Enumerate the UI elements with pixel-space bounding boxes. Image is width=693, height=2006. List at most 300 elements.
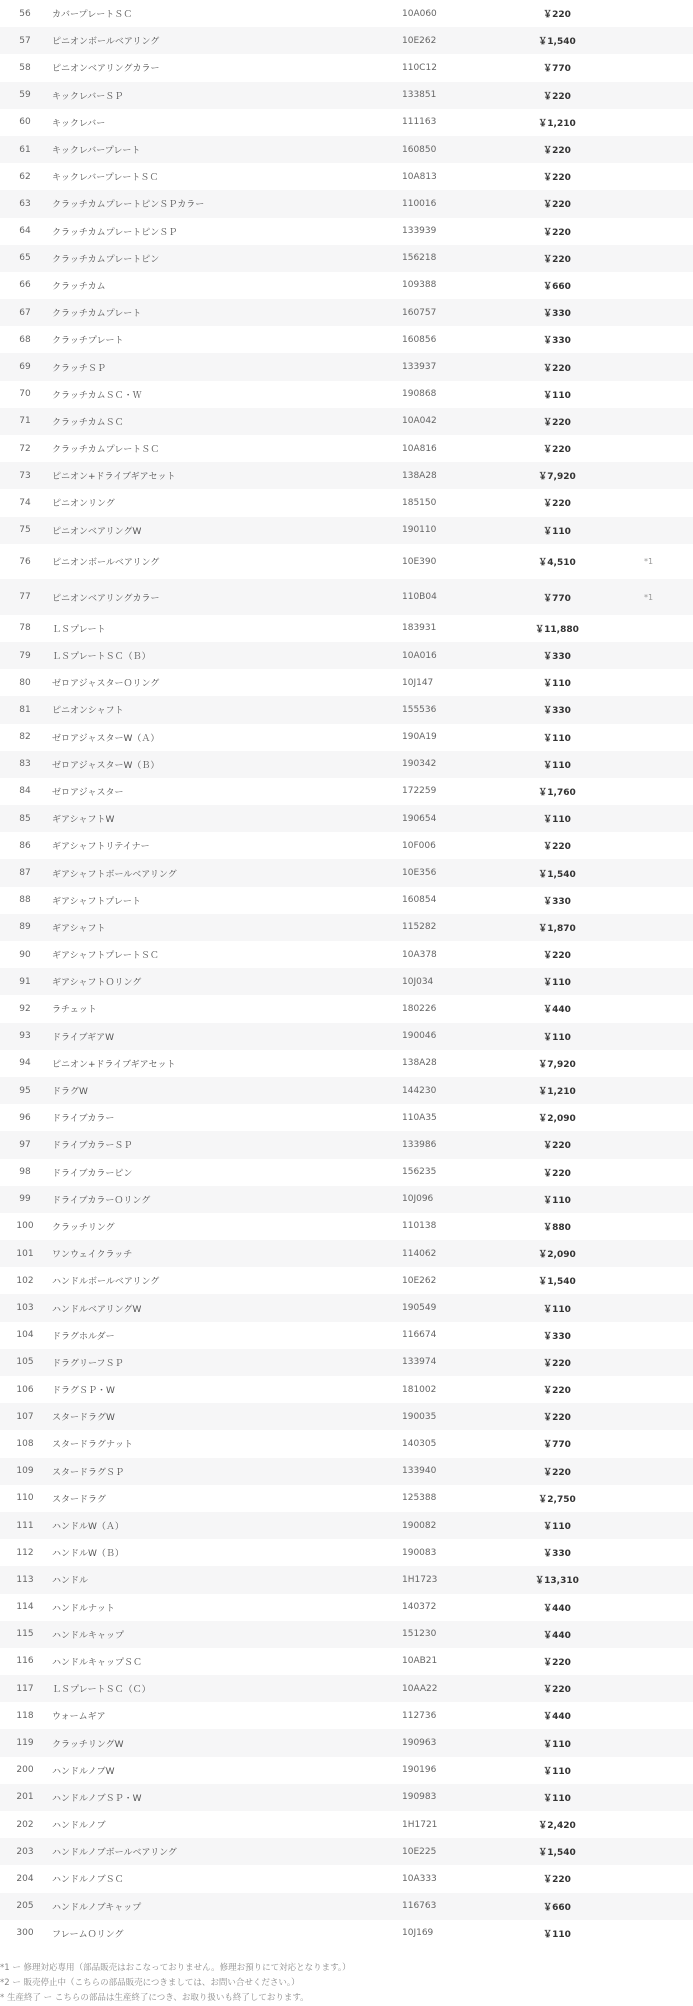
part-code: 160757 [402, 307, 437, 318]
part-price: ￥1,540 [538, 37, 576, 48]
part-code: 190196 [402, 1765, 437, 1776]
part-note [602, 0, 693, 27]
part-note [602, 1023, 693, 1050]
part-note [602, 27, 693, 54]
part-price: ￥110 [543, 1304, 571, 1315]
table-row [0, 941, 693, 968]
table-row [0, 462, 693, 489]
part-number: 61 [19, 144, 31, 155]
part-name: ハンドルナット [52, 1603, 115, 1614]
part-name: ピニオンボールベアリング [52, 558, 160, 568]
part-number: 80 [19, 677, 31, 688]
part-name: ドライブカラーＳＰ [52, 1141, 133, 1152]
part-note: *1 [643, 557, 654, 566]
part-number: 92 [19, 1003, 31, 1014]
table-row [0, 1104, 693, 1131]
part-note [602, 299, 693, 326]
part-number: 100 [16, 1221, 34, 1232]
part-price: ￥440 [543, 1630, 571, 1641]
part-price: ￥220 [543, 1386, 571, 1397]
part-code: 112736 [402, 1710, 437, 1721]
part-code: 190046 [402, 1031, 437, 1042]
part-name: ドライブカラーピン [52, 1168, 133, 1179]
part-code: 1H1723 [402, 1574, 438, 1585]
part-note [602, 462, 693, 489]
part-note [602, 995, 693, 1022]
part-name: クラッチカム [52, 281, 106, 292]
part-code: 133974 [402, 1357, 437, 1368]
part-code: 160856 [402, 334, 437, 345]
table-row [0, 408, 693, 435]
part-name: ギアシャフトボールベアリング [52, 869, 177, 880]
part-name: スタードラグＳＰ [52, 1467, 125, 1478]
part-number: 77 [19, 592, 31, 602]
part-price: ￥110 [543, 1195, 571, 1206]
table-row [0, 1186, 693, 1213]
part-name: ＬＳプレート [52, 624, 106, 635]
part-number: 108 [16, 1438, 34, 1449]
part-note [602, 190, 693, 217]
table-row [0, 1539, 693, 1566]
part-code: 10A016 [402, 650, 437, 661]
part-price: ￥220 [543, 1657, 571, 1668]
table-row [0, 724, 693, 751]
part-name: ゼロアジャスターW（Ｂ） [52, 760, 160, 771]
part-code: 10J147 [402, 677, 434, 688]
part-number: 119 [16, 1738, 34, 1749]
part-price: ￥1,210 [538, 1087, 576, 1098]
part-price: ￥110 [543, 1522, 571, 1533]
part-price: ￥1,210 [538, 118, 576, 129]
table-row [0, 272, 693, 299]
part-name: ギアシャフトリテイナー [52, 842, 150, 853]
part-code: 10AB21 [402, 1656, 438, 1667]
part-note [602, 1893, 693, 1920]
part-note [602, 1485, 693, 1512]
footnotes [0, 1947, 693, 2006]
part-name: ギアシャフトプレートＳＣ [52, 951, 159, 962]
part-number: 115 [16, 1629, 34, 1640]
table-row [0, 887, 693, 914]
table-row [0, 326, 693, 353]
part-price: ￥110 [543, 679, 571, 690]
part-note [602, 1865, 693, 1892]
table-row [0, 517, 693, 544]
part-price: ￥440 [543, 1005, 571, 1016]
part-price: ￥220 [543, 842, 571, 853]
part-name: ギアシャフトＯリング [52, 978, 142, 989]
footnote: *1 ー 修理対応専用（部品販売はおこなっておりません。修理お預りにて対応となります。） [0, 1962, 351, 1973]
part-note [602, 1349, 693, 1376]
table-row [0, 1349, 693, 1376]
part-name: ギアシャフト [52, 923, 106, 934]
table-row [0, 859, 693, 886]
table-row [0, 1757, 693, 1784]
table-row [0, 1403, 693, 1430]
part-price: ￥220 [543, 363, 571, 374]
part-note [602, 805, 693, 832]
part-note [602, 914, 693, 941]
part-number: 73 [19, 470, 31, 481]
part-price: ￥220 [543, 1141, 571, 1152]
part-code: 116674 [402, 1330, 437, 1341]
part-number: 200 [16, 1765, 34, 1776]
part-note [602, 408, 693, 435]
part-name: キックレバーＳＰ [52, 91, 124, 102]
part-name: ピニオンベアリングカラー [52, 64, 160, 75]
part-number: 75 [19, 525, 31, 536]
part-name: ハンドル [52, 1576, 89, 1587]
part-number: 98 [19, 1167, 31, 1178]
part-name: ハンドルW（Ａ） [52, 1522, 124, 1533]
part-code: 111163 [402, 117, 437, 128]
part-number: 72 [19, 443, 31, 454]
table-row [0, 218, 693, 245]
part-note [602, 326, 693, 353]
part-note [602, 859, 693, 886]
part-code: 115282 [402, 922, 437, 933]
part-name: ワンウェイクラッチ [52, 1250, 133, 1261]
part-price: ￥330 [543, 652, 571, 663]
part-note [602, 1159, 693, 1186]
part-name: クラッチプレート [52, 336, 124, 347]
part-code: 156218 [402, 253, 437, 264]
part-number: 96 [19, 1112, 31, 1123]
part-price: ￥110 [543, 1739, 571, 1750]
part-price: ￥770 [543, 593, 571, 604]
part-number: 59 [19, 90, 31, 101]
part-number: 63 [19, 198, 31, 209]
part-price: ￥110 [543, 526, 571, 537]
part-code: 10E225 [402, 1846, 437, 1857]
part-note [602, 1104, 693, 1131]
part-number: 69 [19, 362, 31, 373]
part-note [602, 615, 693, 642]
part-note [602, 887, 693, 914]
part-number: 95 [19, 1085, 31, 1096]
part-code: 110138 [402, 1221, 437, 1232]
part-price: ￥440 [543, 1603, 571, 1614]
part-price: ￥7,920 [538, 1059, 576, 1070]
part-name: カバープレートＳＣ [52, 10, 133, 21]
part-name: フレームＯリング [52, 1929, 124, 1940]
part-code: 133986 [402, 1139, 437, 1150]
part-price: ￥110 [543, 390, 571, 401]
part-code: 10J169 [402, 1928, 434, 1939]
part-number: 79 [19, 650, 31, 661]
table-row [0, 190, 693, 217]
table-row [0, 27, 693, 54]
part-name: ゼロアジャスターＯリング [52, 679, 160, 690]
table-row [0, 299, 693, 326]
part-number: 202 [16, 1819, 34, 1830]
part-number: 111 [16, 1520, 34, 1531]
table-row [0, 696, 693, 723]
part-note [602, 1213, 693, 1240]
table-row [0, 1702, 693, 1729]
part-note [602, 163, 693, 190]
part-note [602, 751, 693, 778]
part-number: 116 [16, 1656, 34, 1667]
part-code: 110A35 [402, 1112, 437, 1123]
part-number: 112 [16, 1547, 34, 1558]
part-price: ￥1,760 [538, 787, 576, 798]
table-row [0, 1675, 693, 1702]
part-price: ￥13,310 [535, 1576, 579, 1587]
part-number: 110 [16, 1493, 34, 1504]
part-code: 10F006 [402, 840, 436, 851]
table-row [0, 1838, 693, 1865]
part-number: 105 [16, 1357, 34, 1368]
part-name: ピニオン+ドライブギアセット [52, 1059, 176, 1070]
part-number: 99 [19, 1194, 31, 1205]
table-row [0, 1131, 693, 1158]
part-note [602, 1512, 693, 1539]
table-row [0, 579, 693, 615]
part-code: 10J034 [402, 976, 434, 987]
part-number: 76 [19, 556, 31, 567]
part-note [602, 642, 693, 669]
part-note [602, 1566, 693, 1593]
part-code: 183931 [402, 623, 437, 634]
part-note [602, 1403, 693, 1430]
part-number: 102 [16, 1275, 34, 1286]
part-name: ゼロアジャスター [52, 787, 124, 798]
part-note [602, 1539, 693, 1566]
part-number: 65 [19, 253, 31, 264]
part-number: 57 [19, 35, 31, 46]
part-price: ￥110 [543, 733, 571, 744]
part-note [602, 941, 693, 968]
part-price: ￥440 [543, 1712, 571, 1723]
part-number: 56 [19, 8, 31, 19]
table-row [0, 1294, 693, 1321]
table-row [0, 751, 693, 778]
part-code: 155536 [402, 704, 437, 715]
part-number: 91 [19, 976, 31, 987]
part-number: 64 [19, 226, 31, 237]
part-name: ドラグＳＰ・W [52, 1386, 115, 1397]
part-price: ￥110 [543, 1032, 571, 1043]
part-number: 58 [19, 62, 31, 73]
part-number: 71 [19, 416, 31, 427]
table-row [0, 1213, 693, 1240]
table-row [0, 1566, 693, 1593]
part-price: ￥110 [543, 1793, 571, 1804]
table-row [0, 381, 693, 408]
table-row [0, 1159, 693, 1186]
part-number: 204 [16, 1873, 34, 1884]
part-code: 10E262 [402, 1275, 437, 1286]
part-price: ￥220 [543, 10, 571, 21]
part-price: ￥220 [543, 1467, 571, 1478]
part-name: クラッチリングW [52, 1739, 124, 1750]
part-note [602, 1294, 693, 1321]
part-name: ピニオンリング [52, 499, 115, 510]
part-price: ￥330 [543, 896, 571, 907]
part-name: ピニオンベアリングW [52, 526, 142, 537]
part-code: 1H1721 [402, 1819, 438, 1830]
part-note [602, 245, 693, 272]
part-number: 81 [19, 704, 31, 715]
part-code: 133940 [402, 1466, 437, 1477]
part-name: クラッチカムプレートピンＳＰ [52, 227, 178, 238]
part-code: 190083 [402, 1547, 437, 1558]
part-name: ドライブギアW [52, 1032, 114, 1043]
part-code: 144230 [402, 1085, 437, 1096]
part-number: 62 [19, 171, 31, 182]
table-row [0, 1322, 693, 1349]
part-name: クラッチカムＳＣ・Ｗ [52, 390, 142, 401]
part-code: 180226 [402, 1003, 437, 1014]
part-name: ギアシャフトプレート [52, 896, 141, 907]
part-note [602, 109, 693, 136]
part-price: ￥2,420 [538, 1821, 576, 1832]
part-note [602, 1430, 693, 1457]
part-code: 10A378 [402, 949, 437, 960]
part-number: 89 [19, 922, 31, 933]
part-price: ￥110 [543, 815, 571, 826]
part-code: 110C12 [402, 62, 437, 73]
part-name: クラッチカムプレートピンＳＰカラー [52, 200, 205, 211]
part-code: 116763 [402, 1901, 437, 1912]
part-code: 190082 [402, 1520, 437, 1531]
part-note [602, 353, 693, 380]
part-note [602, 1186, 693, 1213]
part-name: ドラグW [52, 1087, 88, 1098]
part-number: 300 [16, 1928, 34, 1939]
part-note: *1 [643, 592, 654, 602]
part-code: 156235 [402, 1167, 437, 1178]
part-code: 133851 [402, 90, 437, 101]
table-row [0, 1512, 693, 1539]
part-name: ドラグホルダー [52, 1331, 115, 1342]
part-price: ￥220 [543, 1168, 571, 1179]
part-name: キックレバー [52, 118, 106, 129]
part-price: ￥330 [543, 336, 571, 347]
table-row [0, 435, 693, 462]
part-price: ￥220 [543, 1358, 571, 1369]
part-name: ハンドルノブ [52, 1821, 106, 1832]
part-code: 10A042 [402, 416, 437, 427]
part-code: 190549 [402, 1303, 437, 1314]
table-row [0, 1267, 693, 1294]
part-name: ピニオンシャフト [52, 706, 124, 717]
part-code: 110B04 [402, 592, 437, 602]
part-name: クラッチリング [52, 1222, 115, 1233]
part-code: 138A28 [402, 1058, 437, 1069]
part-name: ラチェット [52, 1005, 97, 1016]
part-code: 109388 [402, 280, 437, 291]
part-note [602, 272, 693, 299]
part-number: 78 [19, 623, 31, 634]
table-row [0, 1865, 693, 1892]
part-price: ￥220 [543, 173, 571, 184]
part-code: 10E390 [402, 556, 437, 567]
table-row [0, 1240, 693, 1267]
part-code: 172259 [402, 786, 437, 797]
part-note [602, 1322, 693, 1349]
part-number: 104 [16, 1330, 34, 1341]
part-code: 140305 [402, 1438, 437, 1449]
table-row [0, 1023, 693, 1050]
part-name: スタードラグW [52, 1413, 115, 1424]
table-row [0, 136, 693, 163]
table-row [0, 778, 693, 805]
table-row [0, 1893, 693, 1920]
part-price: ￥220 [543, 91, 571, 102]
part-number: 107 [16, 1411, 34, 1422]
part-note [602, 832, 693, 859]
part-code: 190963 [402, 1738, 437, 1749]
part-price: ￥110 [543, 760, 571, 771]
part-number: 67 [19, 307, 31, 318]
part-price: ￥220 [543, 417, 571, 428]
part-price: ￥4,510 [538, 558, 576, 568]
part-name: ハンドルノブキャップ [52, 1902, 142, 1913]
table-row [0, 544, 693, 580]
part-number: 118 [16, 1710, 34, 1721]
table-row [0, 1077, 693, 1104]
part-note [602, 1729, 693, 1756]
part-name: クラッチＳＰ [52, 363, 106, 374]
part-code: 190342 [402, 759, 437, 770]
part-number: 205 [16, 1901, 34, 1912]
part-note [602, 1458, 693, 1485]
part-number: 106 [16, 1384, 34, 1395]
part-code: 10A333 [402, 1873, 437, 1884]
part-code: 10A816 [402, 443, 437, 454]
part-number: 103 [16, 1303, 34, 1314]
part-price: ￥2,750 [538, 1494, 576, 1505]
part-price: ￥1,540 [538, 1848, 576, 1859]
part-code: 140372 [402, 1602, 437, 1613]
part-name: スタードラグ [52, 1494, 107, 1505]
part-name: クラッチカムＳＣ [52, 417, 124, 428]
part-name: クラッチカムプレートＳＣ [52, 445, 160, 456]
part-note [602, 1675, 693, 1702]
part-price: ￥220 [543, 1875, 571, 1886]
part-note [602, 1050, 693, 1077]
part-note [602, 1240, 693, 1267]
part-note [602, 381, 693, 408]
part-code: 125388 [402, 1493, 437, 1504]
part-note [602, 1267, 693, 1294]
part-price: ￥11,880 [535, 624, 579, 635]
part-number: 101 [16, 1248, 34, 1259]
footnote: *2 ー 販売停止中（こちらの部品販売につきましては、お問い合せください。） [0, 1977, 300, 1988]
part-name: ハンドルW（Ｂ） [52, 1549, 124, 1560]
part-note [602, 435, 693, 462]
table-row [0, 0, 693, 27]
part-note [602, 218, 693, 245]
part-name: ゼロアジャスターW（Ａ） [52, 733, 160, 744]
part-code: 10A060 [402, 8, 437, 19]
part-price: ￥220 [543, 445, 571, 456]
part-name: キックレバープレート [52, 146, 141, 157]
part-name: ドラグリーフＳＰ [52, 1358, 124, 1369]
part-note [602, 82, 693, 109]
part-note [602, 1838, 693, 1865]
part-code: 151230 [402, 1629, 437, 1640]
part-name: ハンドルキャップＳＣ [52, 1657, 143, 1668]
part-price: ￥110 [543, 978, 571, 989]
part-price: ￥110 [543, 1929, 571, 1940]
part-note [602, 489, 693, 516]
part-price: ￥7,920 [538, 472, 576, 483]
part-note [602, 1702, 693, 1729]
part-note [602, 1920, 693, 1947]
